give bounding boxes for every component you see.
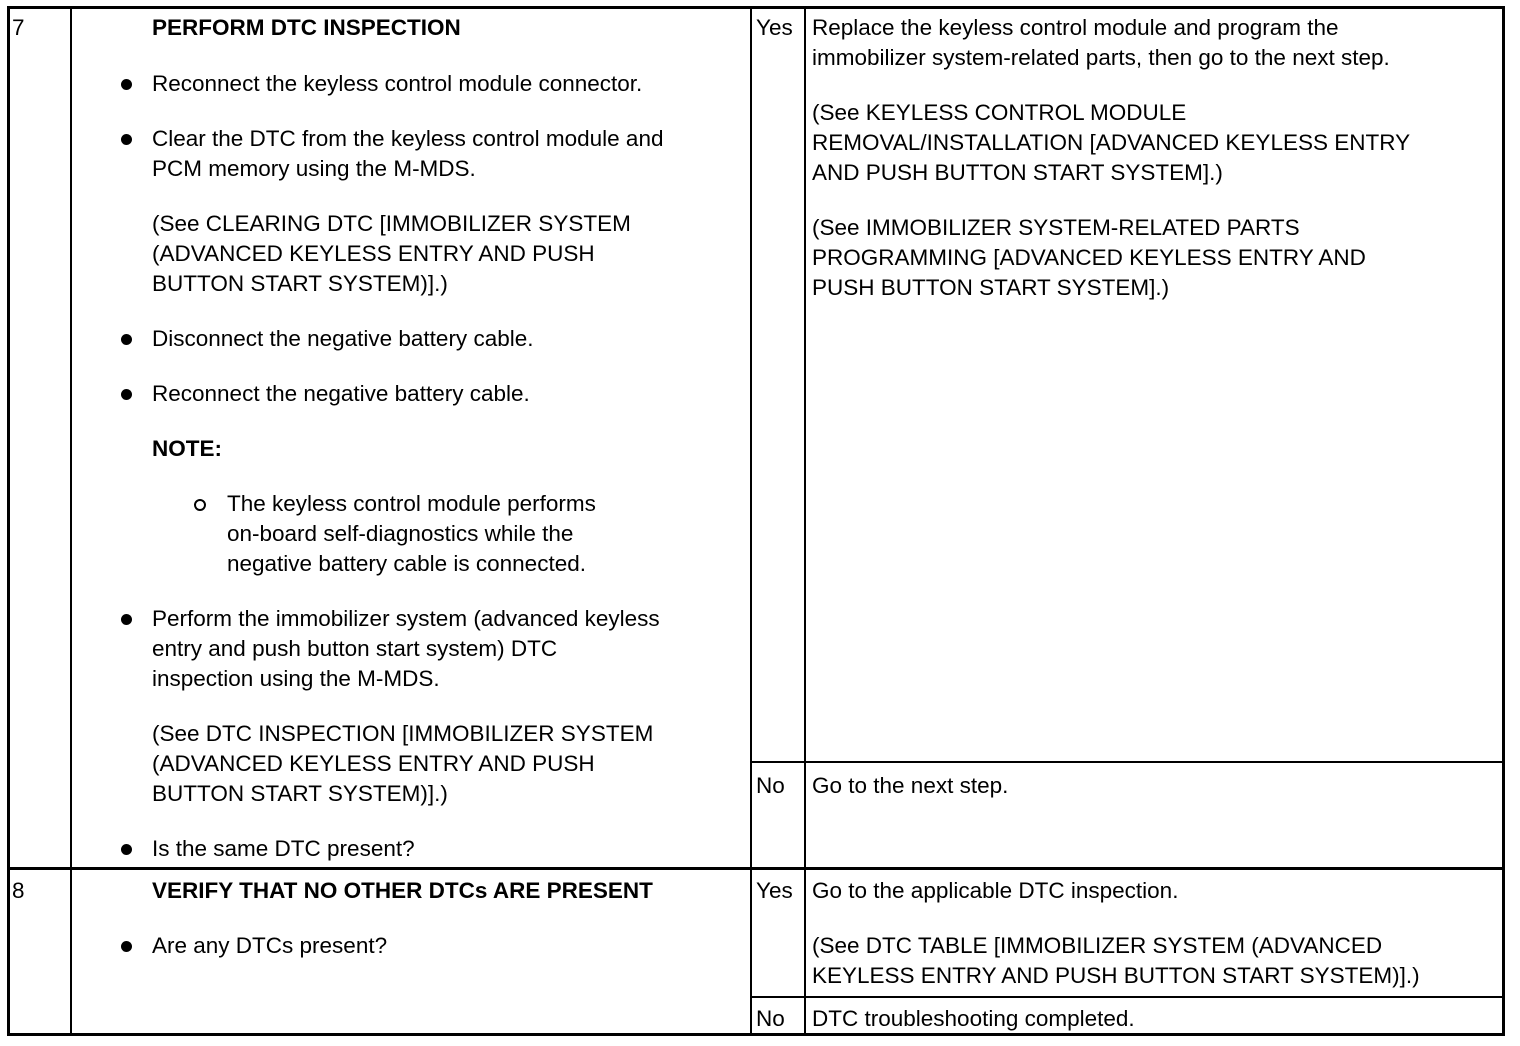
- bullet-text: entry and push button start system) DTC: [152, 636, 558, 661]
- step-title: VERIFY THAT NO OTHER DTCs ARE PRESENT: [152, 878, 653, 903]
- action-text: KEYLESS ENTRY AND PUSH BUTTON START SYSTEM)].): [812, 963, 1420, 988]
- action-text: AND PUSH BUTTON START SYSTEM].): [812, 160, 1223, 185]
- row-divider: [8, 867, 1504, 870]
- bullet-text: Reconnect the keyless control module connector.: [152, 71, 643, 96]
- answer-label: No: [756, 773, 785, 798]
- action-text: (See IMMOBILIZER SYSTEM-RELATED PARTS: [812, 215, 1300, 240]
- bullet-icon: [121, 941, 132, 952]
- bullet-text: Perform the immobilizer system (advanced keyless: [152, 606, 660, 631]
- answer-divider-step7: [751, 761, 1504, 763]
- hollow-bullet-icon: [194, 499, 206, 511]
- action-text: DTC troubleshooting completed.: [812, 1006, 1135, 1031]
- step-title: PERFORM DTC INSPECTION: [152, 15, 461, 40]
- action-text: REMOVAL/INSTALLATION [ADVANCED KEYLESS ENTRY: [812, 130, 1411, 155]
- bullet-icon: [121, 134, 132, 145]
- action-text: (See KEYLESS CONTROL MODULE: [812, 100, 1187, 125]
- bullet-text: Is the same DTC present?: [152, 836, 415, 861]
- action-text: PUSH BUTTON START SYSTEM].): [812, 275, 1170, 300]
- column-divider-answer: [750, 7, 752, 1035]
- action-text: PROGRAMMING [ADVANCED KEYLESS ENTRY AND: [812, 245, 1366, 270]
- answer-label: Yes: [756, 15, 793, 40]
- reference-text: (See DTC INSPECTION [IMMOBILIZER SYSTEM: [152, 721, 654, 746]
- step-number: 8: [12, 878, 25, 903]
- note-item-text: on-board self-diagnostics while the: [227, 521, 574, 546]
- action-text: Go to the next step.: [812, 773, 1009, 798]
- reference-text: BUTTON START SYSTEM)].): [152, 781, 448, 806]
- reference-text: BUTTON START SYSTEM)].): [152, 271, 448, 296]
- reference-text: (ADVANCED KEYLESS ENTRY AND PUSH: [152, 751, 595, 776]
- answer-label: Yes: [756, 878, 793, 903]
- bullet-icon: [121, 614, 132, 625]
- reference-text: (See CLEARING DTC [IMMOBILIZER SYSTEM: [152, 211, 631, 236]
- bullet-icon: [121, 844, 132, 855]
- column-divider-action: [804, 7, 806, 1035]
- bullet-icon: [121, 79, 132, 90]
- bullet-icon: [121, 334, 132, 345]
- bullet-text: Reconnect the negative battery cable.: [152, 381, 530, 406]
- bullet-text: Clear the DTC from the keyless control module and: [152, 126, 664, 151]
- action-text: Go to the applicable DTC inspection.: [812, 878, 1179, 903]
- reference-text: (ADVANCED KEYLESS ENTRY AND PUSH: [152, 241, 595, 266]
- note-heading: NOTE:: [152, 436, 222, 461]
- action-text: immobilizer system-related parts, then go to the next step.: [812, 45, 1390, 70]
- action-text: (See DTC TABLE [IMMOBILIZER SYSTEM (ADVANCED: [812, 933, 1383, 958]
- bullet-text: PCM memory using the M-MDS.: [152, 156, 476, 181]
- bullet-text: inspection using the M-MDS.: [152, 666, 440, 691]
- step-number: 7: [12, 15, 25, 40]
- answer-label: No: [756, 1006, 785, 1031]
- action-text: Replace the keyless control module and program the: [812, 15, 1339, 40]
- bullet-icon: [121, 389, 132, 400]
- bullet-text: Are any DTCs present?: [152, 933, 388, 958]
- answer-divider-step8: [751, 996, 1504, 998]
- column-divider-step: [70, 7, 72, 1035]
- note-item-text: negative battery cable is connected.: [227, 551, 586, 576]
- bullet-text: Disconnect the negative battery cable.: [152, 326, 534, 351]
- note-item-text: The keyless control module performs: [227, 491, 596, 516]
